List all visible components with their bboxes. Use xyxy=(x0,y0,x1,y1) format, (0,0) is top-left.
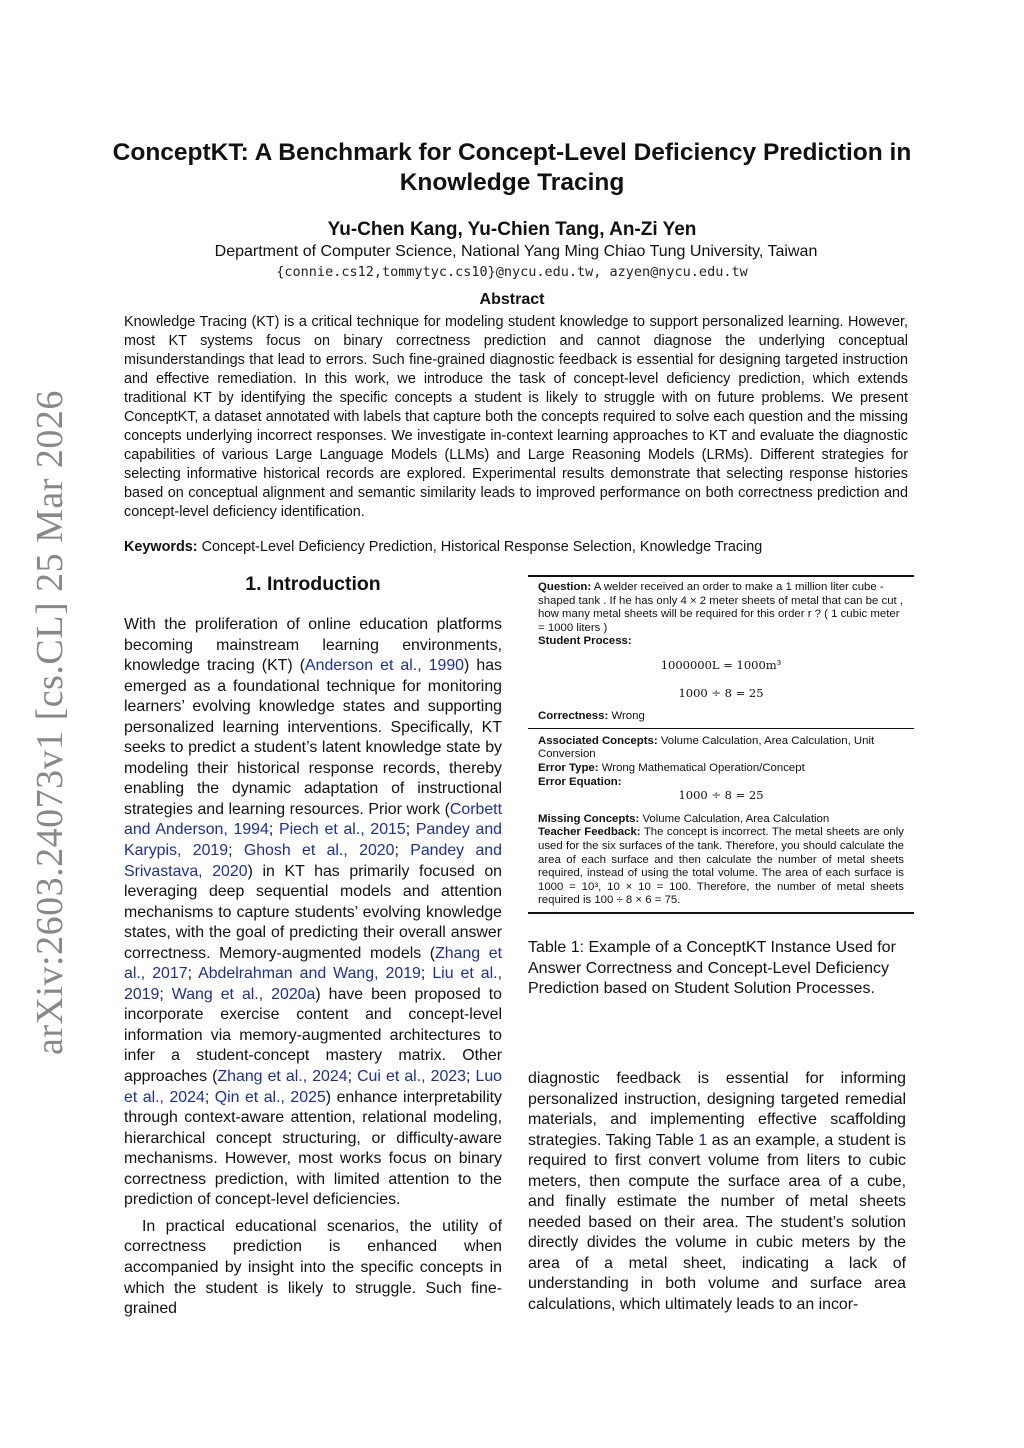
citation-link[interactable]: Liu et al., 2019 xyxy=(124,965,503,1003)
citation-link[interactable]: Anderson et al., 1990 xyxy=(305,657,465,675)
keywords xyxy=(124,539,908,555)
citation-link[interactable]: Pandey and Karypis, 2019 xyxy=(124,821,503,860)
keywords-text: Concept-Level Deficiency Prediction, Historical Response Selection, Knowledge Tracing xyxy=(201,539,763,555)
citation-link[interactable]: Abdelrahman and Wang, 2019 xyxy=(198,965,421,983)
arxiv-stamp: arXiv:2603.24073v1 [cs.CL] 25 Mar 2026 xyxy=(29,390,71,1055)
teacher-feedback-row: Teacher Feedback: The concept is incorrect. The metal sheets are only used for the six surfaces of the tank. Therefore, you should calculate the area of each surface and then calculate the number of metal sheets required, instead of using the total volume. The area of each surface is 1000 = 10³, 10 × 10 = 100. Therefore, the number of metal sheets required is 100 ÷ 8 × 6 = 75. xyxy=(538,826,904,907)
table-caption: Table 1: Example of a ConceptKT Instance Used for Answer Correctness and Concept-Level Deficiency Prediction based on Student Solution Processes. xyxy=(528,939,896,997)
citation-link[interactable]: Zhang et al., 2024 xyxy=(217,1068,348,1086)
intro-paragraph-2: In practical educational scenarios, the utility of correctness prediction is enhanced when accompanied by insight into the specific concepts in which the student is likely to struggle. Such fine-grained xyxy=(124,1217,502,1318)
error-equation-label: Error Equation: xyxy=(538,775,622,788)
citation-link[interactable]: Ghosh et al., 2020 xyxy=(243,842,395,860)
affiliation: Department of Computer Science, National Yang Ming Chiao Tung University, Taiwan xyxy=(214,243,818,260)
abstract-heading: Abstract xyxy=(479,291,545,308)
author-emails: {connie.cs12,tommytyc.cs10}@nycu.edu.tw, azyen@nycu.edu.tw xyxy=(276,264,748,280)
abstract-text: Knowledge Tracing (KT) is a critical technique for modeling student knowledge to support personalized learning. However, most KT systems focus on binary correctness prediction and cannot diagnose the underlying conceptual misunderstandings that lead to errors. Such fine-grained diagnostic feedback is essential for designing targeted instruction and effective remediation. In this work, we introduce the task of concept-level deficiency prediction, which extends traditional KT by identifying the specific concepts a student is likely to struggle with on future problems. We present ConceptKT, a dataset annotated with labels that capture both the concepts required to solve each question and the missing concepts underlying incorrect responses. We investigate in-context learning approaches to KT and evaluate the diagnostic capabilities of various Large Language Models (LLMs) and Large Reasoning Models (LRMs). Different strategies for selecting informative historical records are explored. Experimental results demonstrate that selecting response histories based on conceptual alignment and semantic similarity leads to improved performance on both correctness prediction and concept-level deficiency identification. xyxy=(124,314,908,520)
associated-concepts-row: Associated Concepts: Volume Calculation, Area Calculation, Unit Conversion xyxy=(538,734,875,761)
error-equation: 1000 ÷ 8 = 25 xyxy=(678,788,764,803)
intro-paragraph-1: With the proliferation of online education platforms becoming mainstream learning environments, knowledge tracing (KT) (Anderson et al., 1990) has emerged as a foundational technique for monitoring learners’ evolving knowledge states and supporting personalized learning interventions. Specifically, KT seeks to predict a student’s latent knowledge state by modeling their historical response records, thereby enabling the dynamic adaptation of instructional strategies and learning resources. Prior work (Corbett and Anderson, 1994; Piech et al., 2015; Pandey and Karypis, 2019; Ghosh et al., 2020; Pandey and Srivastava, 2020) in KT has primarily focused on leveraging deep sequential models and attention mechanisms to capture students’ evolving knowledge states, with the goal of predicting their overall answer correctness. Memory-augmented models (Zhang et al., 2017; Abdelrahman and Wang, 2019; Liu et al., 2019; Wang et al., 2020a) have been proposed to incorporate exercise content and concept-level information via memory-augmented architectures to infer a student-concept mastery matrix. Other approaches (Zhang et al., 2024; Cui et al., 2023; Luo et al., 2024; Qin et al., 2025) enhance interpretability through context-aware attention, relational modeling, hierarchical concept structuring, or difficulty-aware mechanisms. However, most works focus on binary correctness prediction, with limited attention to the prediction of concept-level deficiencies. xyxy=(124,616,503,1209)
table-question-block xyxy=(528,577,914,728)
authors: Yu-Chen Kang, Yu-Chien Tang, An-Zi Yen xyxy=(327,219,697,240)
right-column xyxy=(528,1069,906,1316)
paper-title: ConceptKT: A Benchmark for Concept-Level Deficiency Prediction in Knowledge Tracing xyxy=(112,139,912,196)
keywords-label: Keywords: xyxy=(124,539,198,555)
process-label: Student Process: xyxy=(538,635,632,648)
citation-link[interactable]: Corbett and Anderson, 1994 xyxy=(124,800,502,839)
left-column xyxy=(124,615,502,1320)
error-type-row: Error Type: Wrong Mathematical Operation/Concept xyxy=(538,761,805,774)
table-reference-link[interactable]: 1 xyxy=(698,1131,708,1149)
intro-paragraph-3: diagnostic feedback is essential for informing personalized instruction, designing targeted remedial materials, and implementing effective scaffolding strategies. Taking Table 1 as an example, a student is required to first convert volume from liters to cubic meters, then compute the surface area of a cube, and finally estimate the number of metal sheets needed based on their area. The student’s solution directly divides the volume in cubic meters by the area of a metal sheet, indicating a lack of understanding in both volume and surface area calculations, which ultimately leads to an incor- xyxy=(528,1070,906,1314)
question-row: Question: A welder received an order to make a 1 million liter cube - shaped tank . If he has only 4 × 2 meter sheets of metal that can be cut , how many metal sheets will be required for this order r ? ( 1 cubic meter = 1000 liters ) xyxy=(538,581,904,634)
section-heading-introduction: 1. Introduction xyxy=(245,573,381,595)
citation-link[interactable]: Wang et al., 2020a xyxy=(171,985,316,1003)
correctness-row: Correctness: Wrong xyxy=(538,710,645,723)
citation-link[interactable]: Zhang et al., 2017 xyxy=(124,944,502,983)
equation-2: 1000 ÷ 8 = 25 xyxy=(678,685,764,700)
table-analysis-block xyxy=(528,729,914,912)
citation-link[interactable]: Cui et al., 2023 xyxy=(357,1068,466,1086)
equation-1: 1000000L = 1000m³ xyxy=(660,657,782,672)
citation-link[interactable]: Qin et al., 2025 xyxy=(214,1088,326,1106)
citation-link[interactable]: Luo et al., 2024 xyxy=(124,1068,502,1106)
citation-link[interactable]: Pandey and Srivastava, 2020 xyxy=(124,842,502,880)
table-1 xyxy=(528,575,914,914)
citation-link[interactable]: Piech et al., 2015 xyxy=(279,821,406,839)
missing-concepts-row: Missing Concepts: Volume Calculation, Area Calculation xyxy=(538,812,830,825)
